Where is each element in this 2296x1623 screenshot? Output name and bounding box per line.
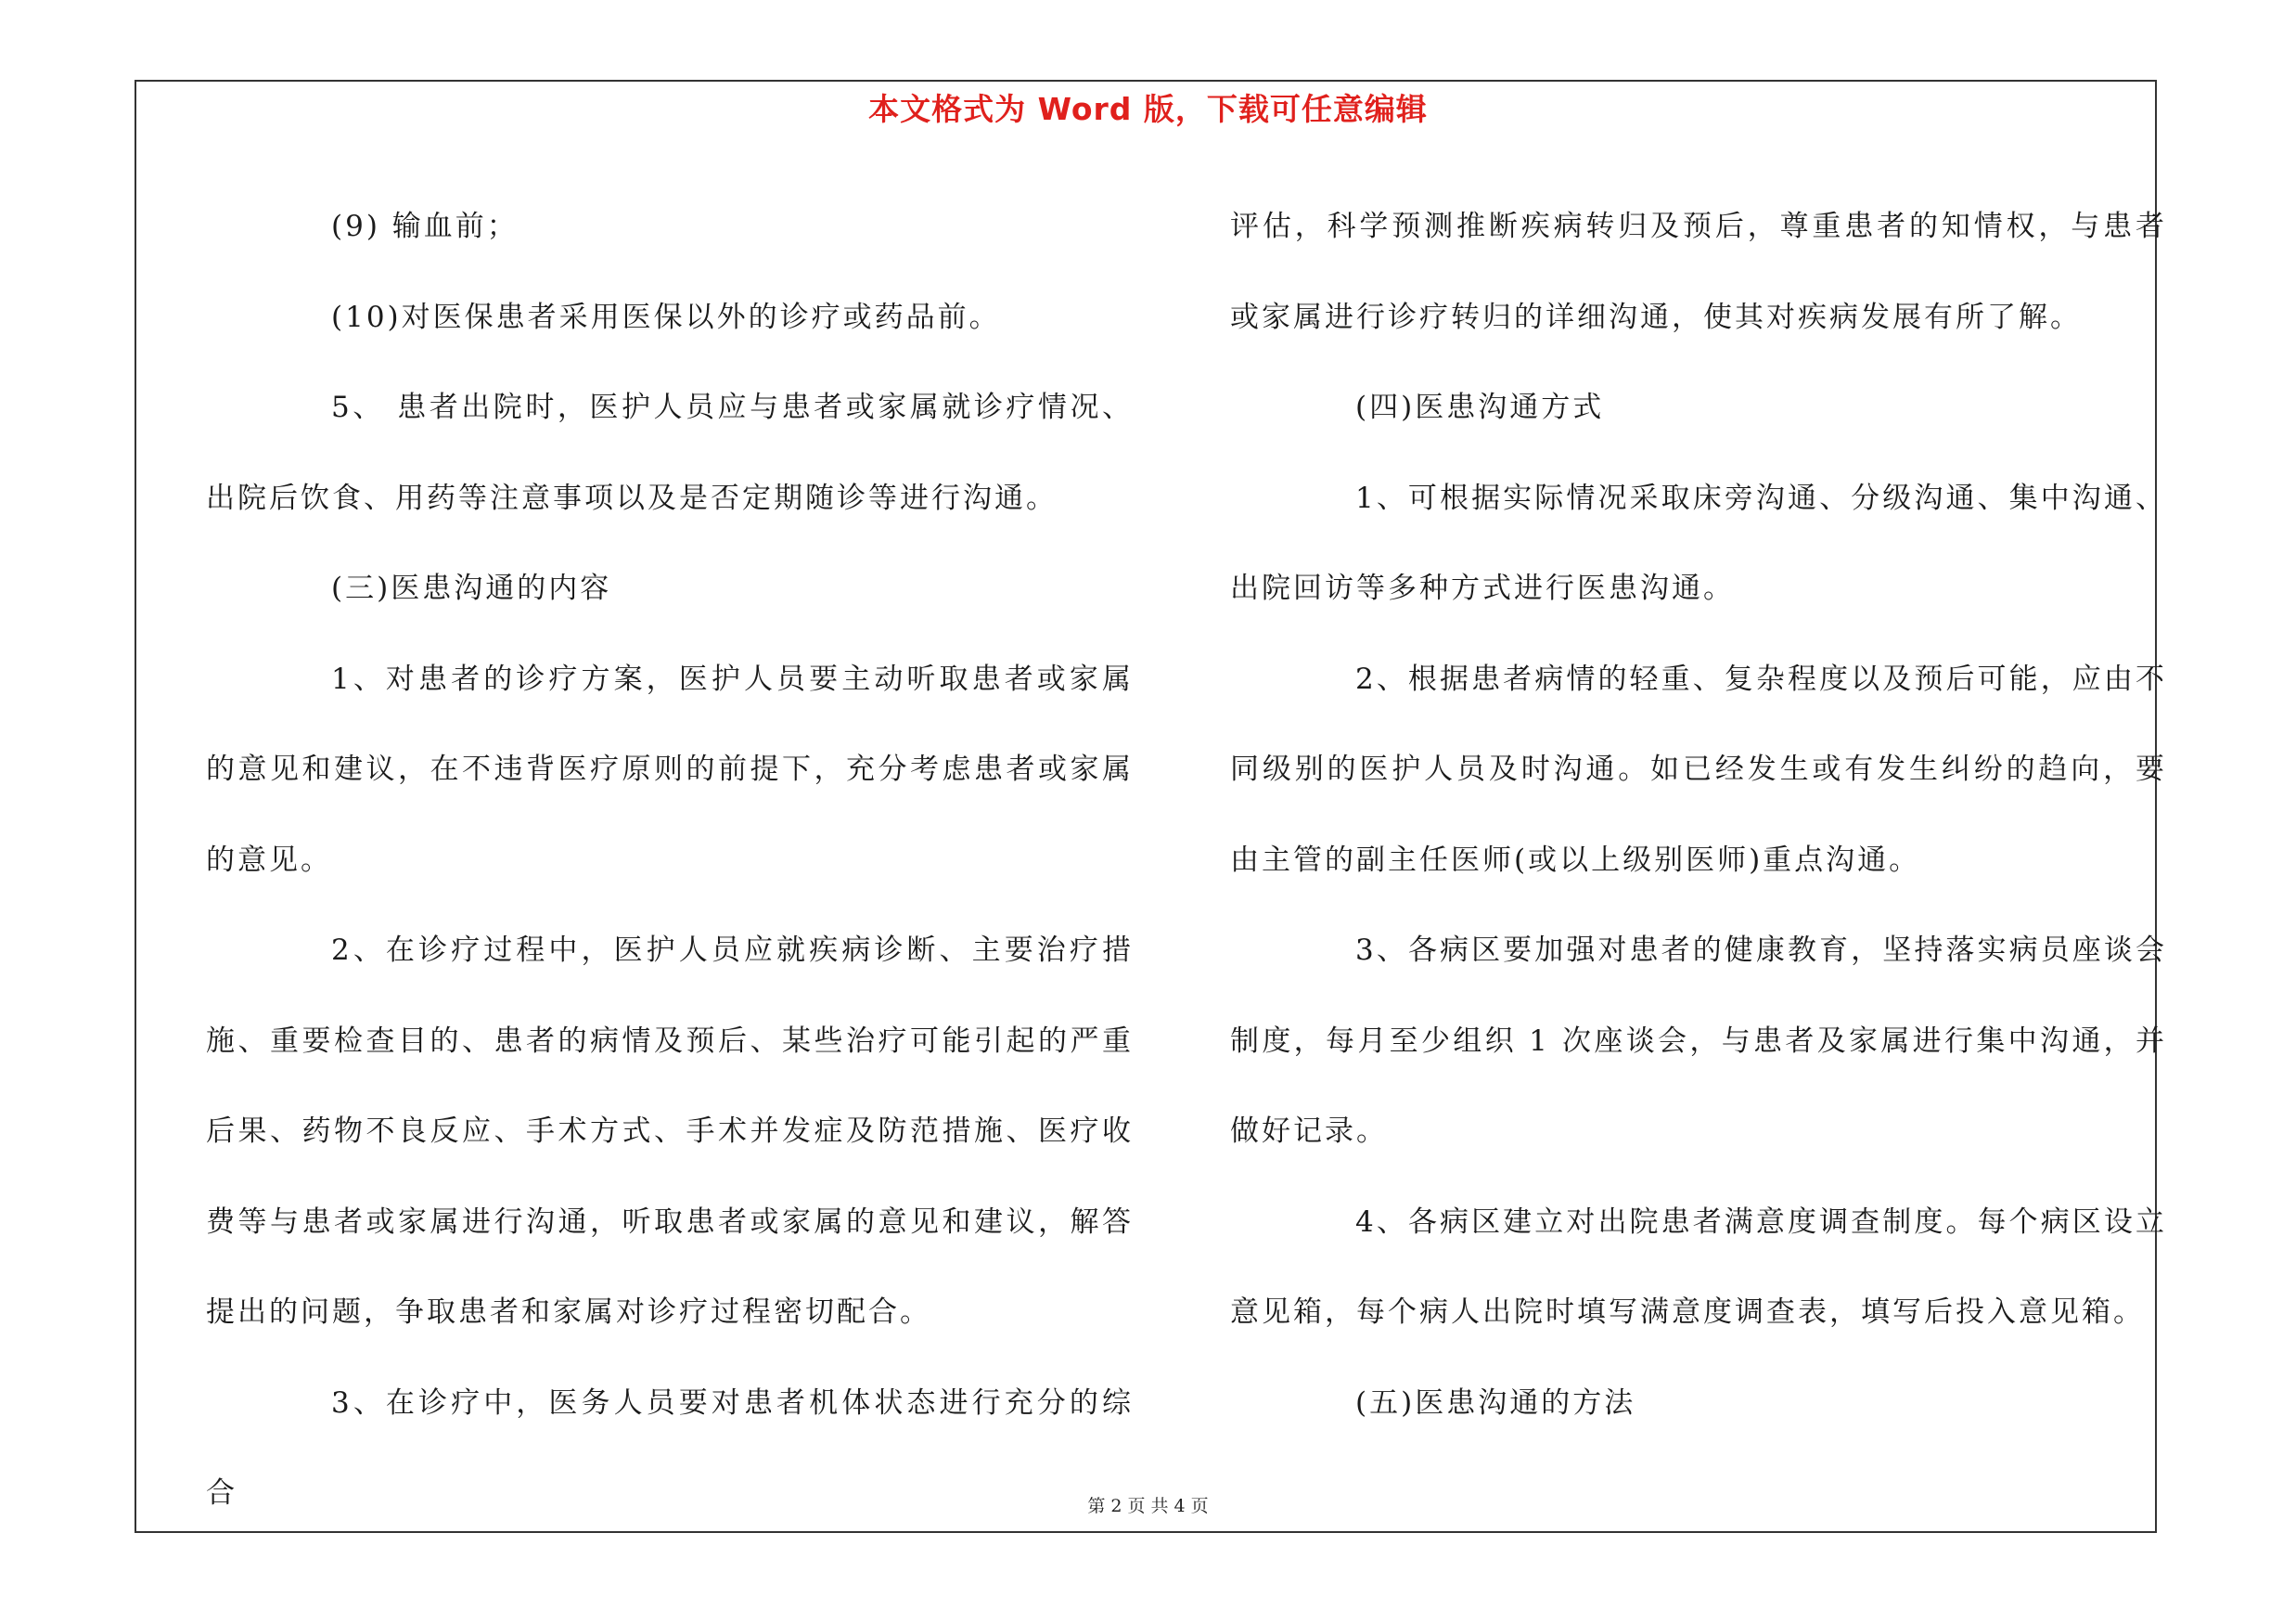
right-column [1230, 182, 2167, 1449]
section-heading: (三)医患沟通的内容 [331, 572, 612, 605]
paragraph: (10)对医保患者采用医保以外的诊疗或药品前。 [331, 300, 1001, 334]
left-column [206, 182, 1134, 1539]
paragraph: 2、根据患者病情的轻重、复杂程度以及预后可能，应由不同级别的医护人员及时沟通。如已经发生或有发生纠纷的趋向，要由主管的副主任医师(或以上级别医师)重点沟通。 [1230, 662, 2167, 877]
page-number: 第 2 页 共 4 页 [1087, 1496, 1209, 1516]
paragraph: 评估，科学预测推断疾病转归及预后，尊重患者的知情权，与患者或家属进行诊疗转归的详细沟通，使其对疾病发展有所了解。 [1230, 210, 2167, 334]
paragraph: 1、可根据实际情况采取床旁沟通、分级沟通、集中沟通、出院回访等多种方式进行医患沟通。 [1230, 481, 2167, 605]
section-heading: (四)医患沟通方式 [1355, 391, 1605, 424]
section-heading: (五)医患沟通的方法 [1355, 1385, 1636, 1420]
page-banner: 本文格式为 Word 版，下载可任意编辑 [868, 91, 1428, 127]
paragraph: (9) 输血前； [331, 210, 519, 243]
paragraph: 2、在诊疗过程中，医护人员应就疾病诊断、主要治疗措施、重要检查目的、患者的病情及预后、某些治疗可能引起的严重后果、药物不良反应、手术方式、手术并发症及防范措施、医疗收费等与患者或家属进行沟通，听取患者或家属的意见和建议，解答提出的问题，争取患者和家属对诊疗过程密切配合。 [206, 934, 1134, 1329]
paragraph: 3、在诊疗中，医务人员要对患者机体状态进行充分的综合 [206, 1385, 1134, 1510]
paragraph: 4、各病区建立对出院患者满意度调查制度。每个病区设立意见箱，每个病人出院时填写满意度调查表，填写后投入意见箱。 [1230, 1204, 2167, 1329]
paragraph: 5、 患者出院时，医护人员应与患者或家属就诊疗情况、出院后饮食、用药等注意事项以及是否定期随诊等进行沟通。 [206, 391, 1134, 515]
paragraph: 1、对患者的诊疗方案，医护人员要主动听取患者或家属的意见和建议，在不违背医疗原则的前提下，充分考虑患者或家属的意见。 [206, 662, 1134, 877]
paragraph: 3、各病区要加强对患者的健康教育，坚持落实病员座谈会制度，每月至少组织 1 次座谈会，与患者及家属进行集中沟通，并做好记录。 [1230, 934, 2167, 1148]
